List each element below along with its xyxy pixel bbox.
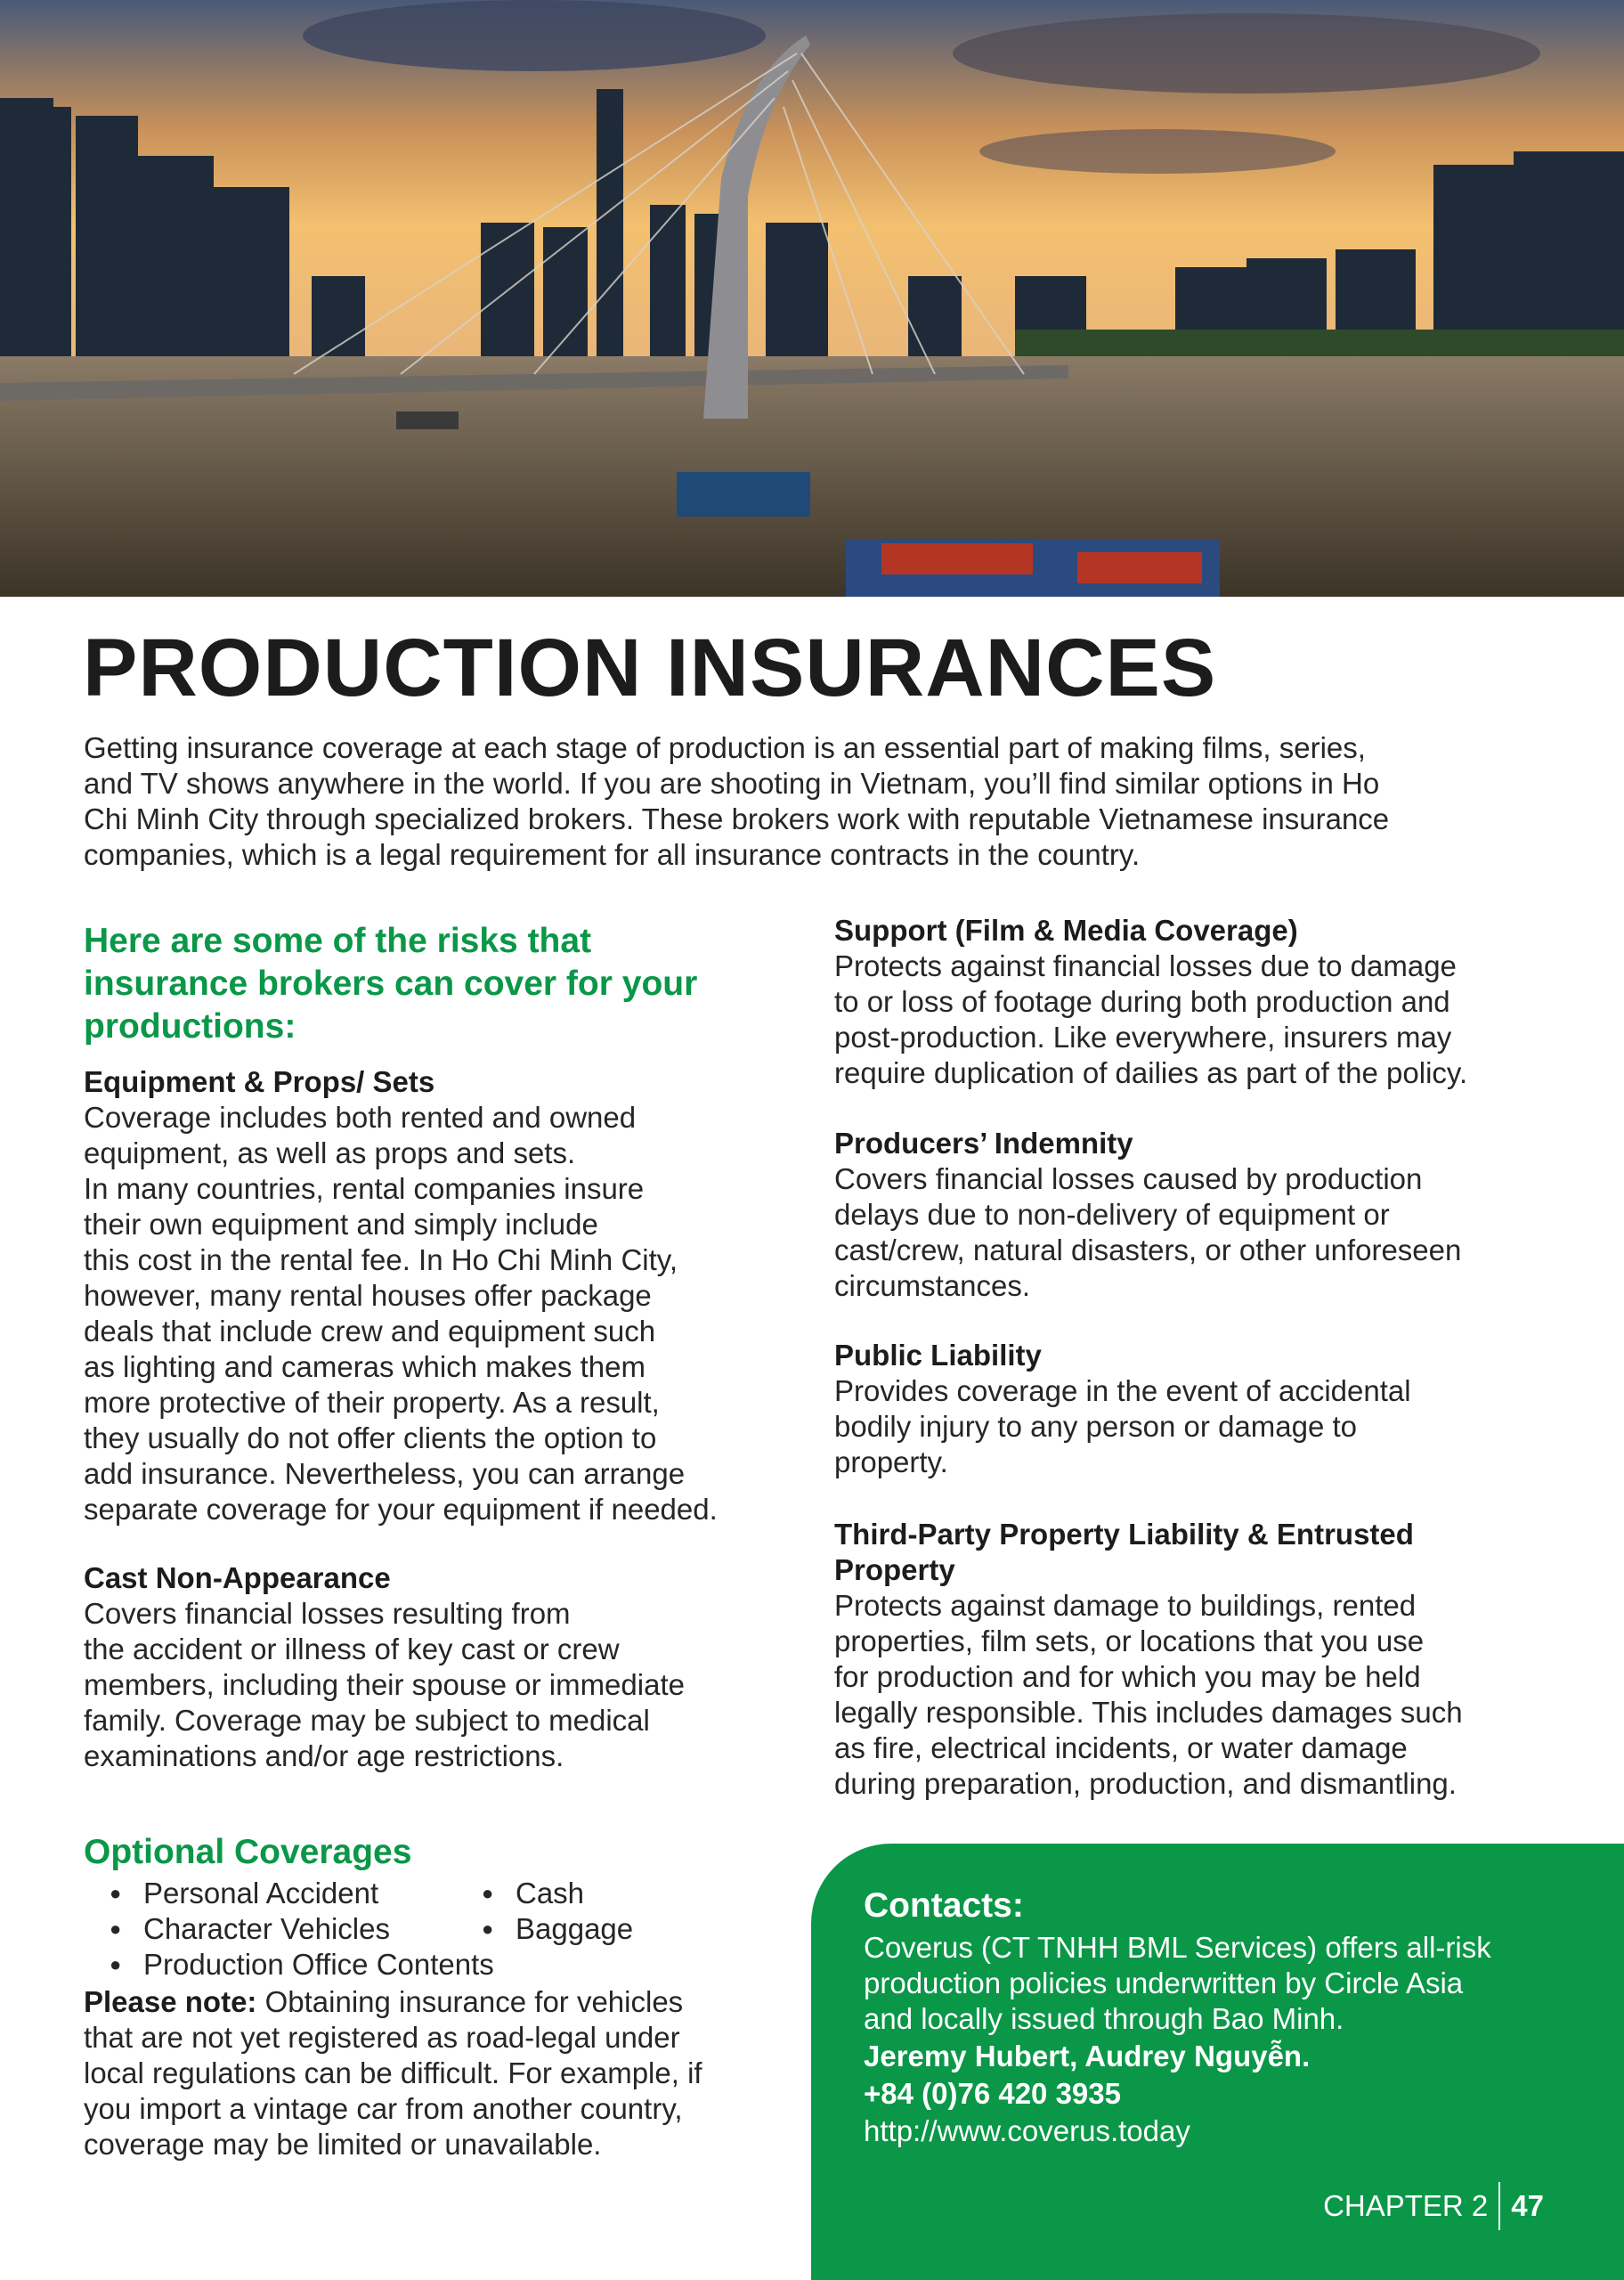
section-equipment (84, 1064, 718, 1527)
contacts-url-link[interactable]: http://www.coverus.today (864, 2114, 1190, 2147)
hero-photo-saigon-bridge-skyline (0, 0, 1624, 597)
intro-paragraph: Getting insurance coverage at each stage of production is an essential part of making films, series, and TV shows anywhere in the world. If you are shooting in Vietnam, you’ll find similar options in Ho Chi Minh City through specialized brokers. These brokers work with reputable Vietnamese insurance companies, which is a legal requirement for all insurance contracts in the country. (84, 731, 1390, 871)
chapter-label: CHAPTER 2 (1323, 2189, 1489, 2222)
please-note (84, 1984, 702, 2162)
section-body: Covers financial losses caused by production delays due to non-delivery of equipment or cast/crew, natural disasters, or other unforeseen circumstances. (834, 1162, 1462, 1302)
list-item: ● Personal Accident (111, 1876, 378, 1911)
contacts-names: Jeremy Hubert, Audrey Nguyễn. (864, 2040, 1311, 2072)
contacts-phone[interactable]: +84 (0)76 420 3935 (864, 2077, 1121, 2110)
list-item: ● Cash (483, 1876, 584, 1911)
list-item: ● Character Vehicles (111, 1911, 390, 1947)
section-support (834, 913, 1467, 1091)
optional-heading: Optional Coverages (84, 1833, 412, 1871)
section-producers-indemnity (834, 1126, 1461, 1304)
section-body: Provides coverage in the event of accidental bodily injury to any person or damage to property. (834, 1374, 1411, 1478)
page-number: 47 (1511, 2189, 1544, 2222)
note-label: Please note: (84, 1985, 257, 2018)
section-body: Coverage includes both rented and owned equipment, as well as props and sets. In many countries, rental companies insure their own equipment and simply include this cost in the rental fee. In Ho Chi Minh City, however, many rental houses offer package deals that include crew and equipment such as lighting and cameras which makes them more protective of their property. As a result, they usually do not offer clients the option to add insurance. Nevertheless, you can arrange separate coverage for your equipment if needed. (84, 1101, 718, 1526)
contacts-heading: Contacts: (864, 1886, 1024, 1925)
section-body: Covers financial losses resulting from the accident or illness of key cast or crew members, including their spouse or immediate family. Coverage may be subject to medical examinations and/or age restrictions. (84, 1597, 685, 1772)
section-body: Protects against financial losses due to damage to or loss of footage during both production and post-production. Like everywhere, insurers may require duplication of dailies as part of the policy. (834, 949, 1468, 1089)
page-footer (1323, 2182, 1544, 2230)
contacts-body: Coverus (CT TNHH BML Services) offers all-risk production policies underwritten by Circle Asia and locally issued through Bao Minh. (864, 1931, 1491, 2035)
note-text: Obtaining insurance for vehicles that are not yet registered as road-legal under local regulations can be difficult. For example, if you import a vintage car from another country, coverage may be limited or unavailable. (84, 1985, 702, 2161)
list-item: ● Production Office Contents (111, 1947, 494, 1983)
section-title: Third-Party Property Liability & Entrusted Property (834, 1518, 1414, 1586)
section-title: Cast Non-Appearance (84, 1561, 391, 1594)
section-cast (84, 1560, 685, 1774)
section-public-liability (834, 1338, 1411, 1480)
section-title: Equipment & Props/ Sets (84, 1065, 435, 1098)
section-title: Support (Film & Media Coverage) (834, 914, 1298, 947)
section-body: Protects against damage to buildings, rented properties, film sets, or locations that you use for production and for which you may be held legally responsible. This includes damages such as fire, electrical incidents, or water damage during preparation, production, and dismantling. (834, 1589, 1463, 1800)
list-item: ● Baggage (483, 1911, 633, 1947)
section-third-party (834, 1517, 1463, 1802)
divider (1498, 2182, 1500, 2230)
section-title: Public Liability (834, 1339, 1042, 1372)
section-title: Producers’ Indemnity (834, 1127, 1133, 1160)
page-title: PRODUCTION INSURANCES (83, 623, 1217, 713)
risks-heading: Here are some of the risks that insurance brokers can cover for your productions: (84, 922, 698, 1046)
